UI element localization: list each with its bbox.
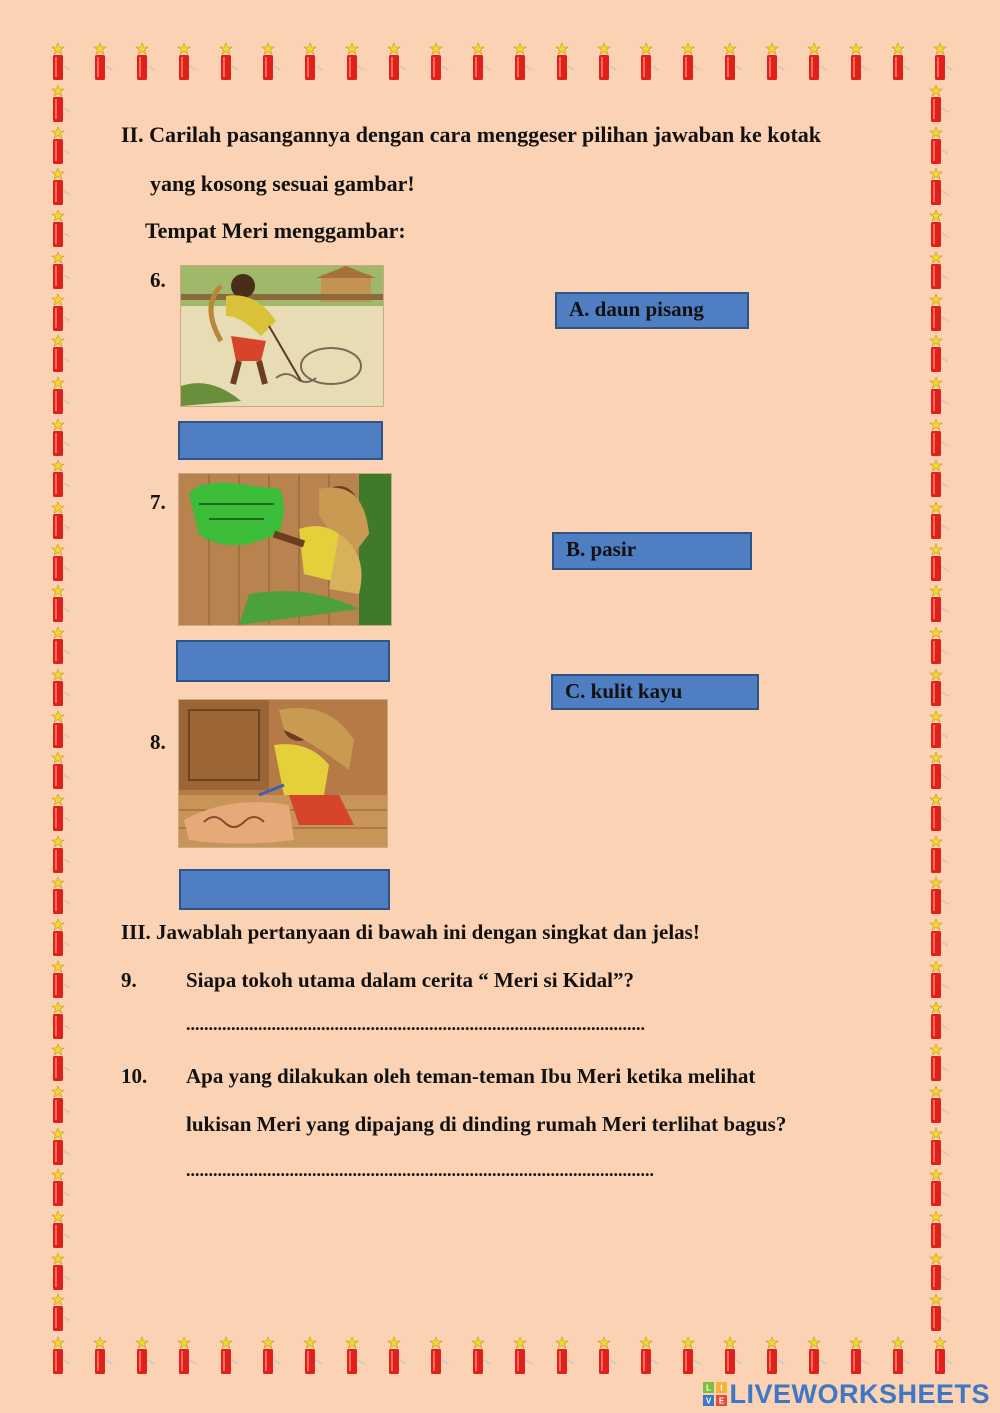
- question-10-line-2: lukisan Meri yang dipajang di dinding rumah Meri terlihat bagus?: [186, 1112, 787, 1136]
- candle-icon: [928, 501, 950, 541]
- candle-icon: [722, 1336, 744, 1376]
- candle-icon: [806, 1336, 828, 1376]
- candle-icon: [50, 1001, 72, 1041]
- candle-icon: [218, 42, 240, 82]
- item-6-number: 6.: [150, 268, 166, 292]
- question-9-answer-line[interactable]: ......................................................................................................: [186, 1014, 645, 1034]
- candle-icon: [680, 42, 702, 82]
- candle-icon: [928, 1293, 950, 1333]
- candle-icon: [928, 167, 950, 207]
- candle-icon: [848, 42, 870, 82]
- candle-icon: [596, 1336, 618, 1376]
- svg-text:L: L: [706, 1383, 712, 1393]
- candle-icon: [176, 1336, 198, 1376]
- candle-icon: [134, 1336, 156, 1376]
- candle-icon: [928, 1043, 950, 1083]
- candle-border-top: [50, 42, 950, 82]
- candle-icon: [928, 251, 950, 291]
- choice-kulit-kayu[interactable]: C. kulit kayu: [551, 674, 759, 710]
- candle-icon: [554, 42, 576, 82]
- candle-icon: [50, 1085, 72, 1125]
- candle-icon: [928, 751, 950, 791]
- candle-icon: [512, 42, 534, 82]
- candle-icon: [928, 1252, 950, 1292]
- candle-icon: [50, 626, 72, 666]
- candle-icon: [428, 42, 450, 82]
- candle-icon: [928, 376, 950, 416]
- candle-icon: [722, 42, 744, 82]
- candle-icon: [928, 793, 950, 833]
- candle-icon: [928, 835, 950, 875]
- candle-icon: [554, 1336, 576, 1376]
- candle-icon: [928, 918, 950, 958]
- candle-icon: [764, 42, 786, 82]
- candle-icon: [928, 668, 950, 708]
- candle-icon: [50, 835, 72, 875]
- candle-icon: [50, 793, 72, 833]
- candle-icon: [928, 1168, 950, 1208]
- svg-text:E: E: [719, 1396, 725, 1406]
- candle-icon: [932, 42, 954, 82]
- live-badge-icon: [703, 1382, 727, 1406]
- candle-icon: [928, 1210, 950, 1250]
- answer-dropzone-8[interactable]: [179, 869, 390, 910]
- question-9-number: 9.: [121, 968, 137, 992]
- candle-icon: [928, 710, 950, 750]
- candle-icon: [928, 209, 950, 249]
- svg-text:V: V: [706, 1396, 712, 1406]
- question-10-answer-line[interactable]: ........................................................................................................: [186, 1160, 654, 1180]
- candle-icon: [596, 42, 618, 82]
- candle-icon: [50, 126, 72, 166]
- logo-text: LIVEWORKSHEETS: [729, 1378, 990, 1409]
- candle-icon: [928, 84, 950, 124]
- candle-icon: [928, 1127, 950, 1167]
- instruction-line-1: II. Carilah pasangannya dengan cara menggeser pilihan jawaban ke kotak: [121, 122, 822, 147]
- candle-icon: [50, 167, 72, 207]
- question-10-line-1: Apa yang dilakukan oleh teman-teman Ibu Meri ketika melihat: [186, 1064, 756, 1088]
- candle-icon: [50, 1043, 72, 1083]
- candle-icon: [928, 418, 950, 458]
- picture-leaf-drawing: [178, 473, 392, 626]
- candle-border-bottom: [50, 1336, 950, 1376]
- candle-icon: [134, 42, 156, 82]
- svg-text:I: I: [720, 1383, 724, 1393]
- candle-icon: [928, 293, 950, 333]
- candle-icon: [386, 1336, 408, 1376]
- candle-icon: [50, 293, 72, 333]
- candle-icon: [260, 1336, 282, 1376]
- picture-bark-drawing: [178, 699, 388, 848]
- candle-icon: [928, 626, 950, 666]
- candle-icon: [890, 1336, 912, 1376]
- candle-icon: [50, 960, 72, 1000]
- candle-icon: [50, 1336, 72, 1376]
- candle-icon: [638, 42, 660, 82]
- candle-icon: [470, 1336, 492, 1376]
- candle-icon: [50, 209, 72, 249]
- candle-icon: [890, 42, 912, 82]
- question-10-number: 10.: [121, 1064, 148, 1088]
- candle-icon: [344, 42, 366, 82]
- candle-icon: [50, 751, 72, 791]
- candle-icon: [932, 1336, 954, 1376]
- candle-icon: [428, 1336, 450, 1376]
- candle-icon: [928, 876, 950, 916]
- candle-icon: [50, 334, 72, 374]
- candle-icon: [50, 1168, 72, 1208]
- candle-icon: [638, 1336, 660, 1376]
- item-8-number: 8.: [150, 730, 166, 754]
- candle-icon: [928, 584, 950, 624]
- candle-icon: [50, 42, 72, 82]
- candle-icon: [260, 42, 282, 82]
- picture-sand-drawing: [180, 265, 384, 407]
- section-3-heading: III. Jawablah pertanyaan di bawah ini dengan singkat dan jelas!: [121, 920, 700, 944]
- candle-icon: [50, 459, 72, 499]
- candle-icon: [928, 126, 950, 166]
- candle-icon: [92, 1336, 114, 1376]
- candle-icon: [50, 251, 72, 291]
- candle-icon: [50, 501, 72, 541]
- candle-icon: [512, 1336, 534, 1376]
- answer-dropzone-6[interactable]: [178, 421, 383, 460]
- question-9-text: Siapa tokoh utama dalam cerita “ Meri si Kidal”?: [186, 968, 634, 992]
- candle-border-left: [50, 84, 72, 1334]
- candle-icon: [928, 1085, 950, 1125]
- candle-icon: [176, 42, 198, 82]
- candle-icon: [928, 1001, 950, 1041]
- candle-icon: [50, 1252, 72, 1292]
- choice-pasir[interactable]: B. pasir: [552, 532, 752, 570]
- candle-icon: [806, 42, 828, 82]
- choice-daun-pisang[interactable]: A. daun pisang: [555, 292, 749, 329]
- candle-icon: [50, 584, 72, 624]
- candle-icon: [764, 1336, 786, 1376]
- candle-icon: [928, 334, 950, 374]
- candle-icon: [50, 418, 72, 458]
- instruction-line-2: yang kosong sesuai gambar!: [150, 171, 415, 196]
- candle-icon: [928, 459, 950, 499]
- candle-icon: [928, 960, 950, 1000]
- candle-icon: [302, 1336, 324, 1376]
- candle-icon: [50, 710, 72, 750]
- candle-icon: [50, 876, 72, 916]
- candle-icon: [680, 1336, 702, 1376]
- candle-icon: [92, 42, 114, 82]
- candle-icon: [50, 84, 72, 124]
- candle-icon: [302, 42, 324, 82]
- candle-icon: [50, 668, 72, 708]
- candle-icon: [50, 543, 72, 583]
- candle-icon: [470, 42, 492, 82]
- candle-icon: [386, 42, 408, 82]
- liveworksheets-logo: [703, 1379, 990, 1409]
- candle-icon: [50, 376, 72, 416]
- candle-icon: [344, 1336, 366, 1376]
- candle-icon: [50, 1210, 72, 1250]
- candle-icon: [50, 1127, 72, 1167]
- candle-border-right: [928, 84, 950, 1334]
- candle-icon: [50, 918, 72, 958]
- item-7-number: 7.: [150, 490, 166, 514]
- answer-dropzone-7[interactable]: [176, 640, 390, 682]
- candle-icon: [218, 1336, 240, 1376]
- section-subtitle: Tempat Meri menggambar:: [145, 218, 406, 243]
- candle-icon: [848, 1336, 870, 1376]
- candle-icon: [928, 543, 950, 583]
- candle-icon: [50, 1293, 72, 1333]
